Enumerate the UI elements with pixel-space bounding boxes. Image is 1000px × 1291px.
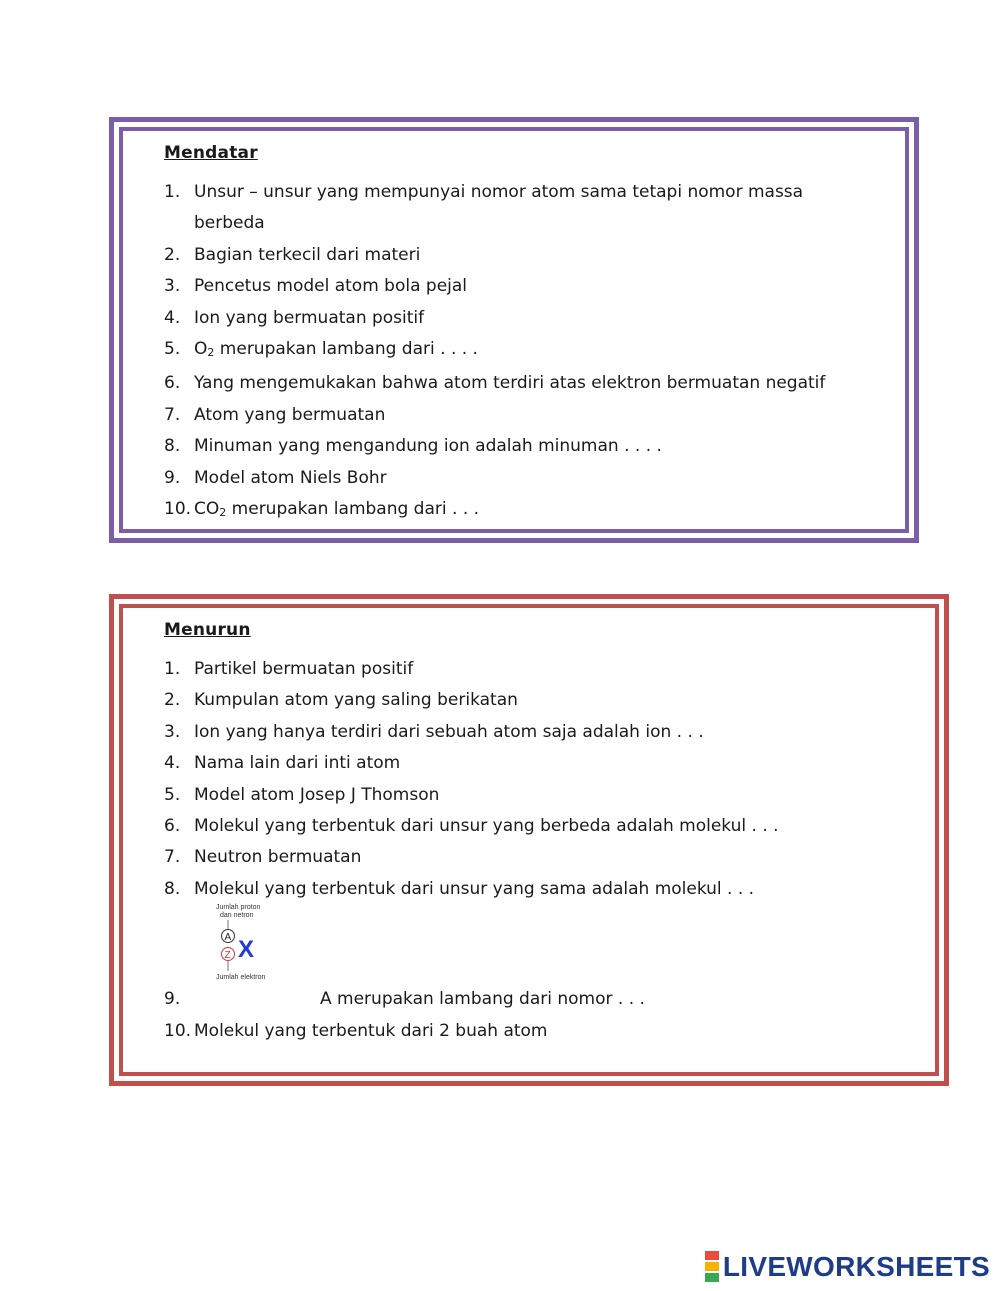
mendatar-list: [164, 177, 879, 528]
list-item: 10. Molekul yang terbentuk dari 2 buah atom: [164, 1020, 548, 1041]
list-item: 6. Molekul yang terbentuk dari unsur yang berbeda adalah molekul . . .: [164, 816, 779, 837]
list-item: 2. Bagian terkecil dari materi: [164, 244, 421, 265]
list-item: 8. Molekul yang terbentuk dari unsur yang sama adalah molekul . . .: [164, 878, 755, 899]
figure-label-elektron: Jumlah elektron: [216, 974, 266, 982]
list-item: 1. Partikel bermuatan positif: [164, 659, 414, 679]
list-item: 3. Pencetus model atom bola pejal: [164, 276, 468, 297]
menurun-list: [164, 654, 909, 1047]
mendatar-panel: [109, 117, 919, 543]
atomic-number-symbol: Z: [224, 950, 231, 962]
mendatar-heading: Mendatar: [164, 143, 258, 163]
list-item: 2. Kumpulan atom yang saling berikatan: [164, 690, 518, 711]
list-item: 9. Model atom Niels Bohr: [164, 467, 387, 488]
figure-label-netron: dan netron: [220, 912, 254, 920]
list-item: 5. Model atom Josep J Thomson: [164, 784, 440, 805]
mass-number-symbol: A: [224, 932, 232, 944]
liveworksheets-logo: [705, 1250, 990, 1283]
figure-label-proton: Jumlah proton: [216, 904, 261, 912]
list-item: 9. Jumlah proton dan netron A Z X Jumlah elektron A merupakan lambang dari nomor . . .: [164, 904, 645, 1010]
brand-name: LIVEWORKSHEETS: [722, 1250, 990, 1282]
list-item: 3. Ion yang hanya terdiri dari sebuah atom saja adalah ion . . .: [164, 721, 704, 742]
list-item: 1. Unsur – unsur yang mempunyai nomor atom sama tetapi nomor massa berbeda: [164, 182, 804, 234]
list-item: 7. Neutron bermuatan: [164, 847, 362, 868]
list-item: 8. Minuman yang mengandung ion adalah minuman . . . .: [164, 436, 662, 457]
list-item: 7. Atom yang bermuatan: [164, 404, 386, 425]
menurun-panel: [109, 594, 949, 1086]
logo-icon: [705, 1250, 719, 1283]
list-item: 4. Nama lain dari inti atom: [164, 753, 401, 774]
list-item: 5. $O_2$ merupakan lambang dari . . . .: [164, 339, 478, 360]
menurun-heading: Menurun: [164, 620, 251, 640]
list-item: 10. $CO_2$ merupakan lambang dari . . .: [164, 499, 480, 520]
list-item: 6. Yang mengemukakan bahwa atom terdiri atas elektron bermuatan negatif: [164, 373, 826, 394]
atom-notation-figure: [216, 903, 276, 987]
list-item: 4. Ion yang bermuatan positif: [164, 307, 425, 328]
element-symbol: X: [238, 936, 255, 964]
